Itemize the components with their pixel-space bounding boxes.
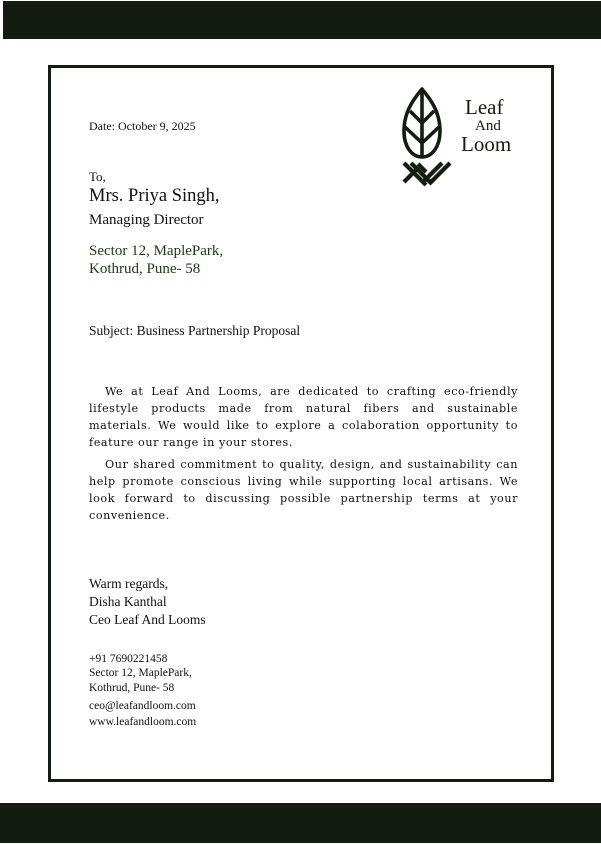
recipient-title: Managing Director	[89, 212, 204, 228]
closing-regards: Warm regards,	[89, 576, 169, 591]
contact-website: www.leafandloom.com	[89, 716, 197, 728]
salutation: To,	[89, 169, 106, 184]
body-paragraph-2: Our shared commitment to quality, design, and sustainability can help promote conscious living while supporting local artisans. We look forward to discussing possible partnership terms at your convenience.	[89, 458, 518, 522]
footer-bar	[0, 803, 601, 843]
contact-address-line1: Sector 12, MaplePark,	[89, 667, 192, 679]
header-bar	[3, 1, 601, 39]
brand-name-loom: Loom	[461, 132, 512, 156]
contact-phone: +91 7690221458	[89, 653, 168, 665]
brand-name-leaf: Leaf	[465, 95, 504, 119]
brand-name-and: And	[475, 118, 501, 134]
leaf-loom-logo-icon	[398, 85, 458, 190]
recipient-address-line2: Kothrud, Pune- 58	[89, 261, 201, 277]
contact-address-line2: Kothrud, Pune- 58	[89, 682, 175, 694]
letter-subject: Subject: Business Partnership Proposal	[89, 323, 301, 338]
contact-email: ceo@leafandloom.com	[89, 700, 196, 712]
recipient-address-line1: Sector 12, MaplePark,	[89, 243, 224, 259]
recipient-name: Mrs. Priya Singh,	[89, 186, 220, 206]
weave-icon	[404, 163, 450, 185]
body-paragraph-1: We at Leaf And Looms, are dedicated to crafting eco-friendly lifestyle products made from natural fibers and sustainable materials. We would like to explore a colaboration opportunity to feature our range in your stores.	[89, 385, 518, 449]
letter-date: Date: October 9, 2025	[89, 119, 196, 133]
signer-name: Disha Kanthal	[89, 594, 167, 609]
signer-title: Ceo Leaf And Looms	[89, 612, 206, 627]
